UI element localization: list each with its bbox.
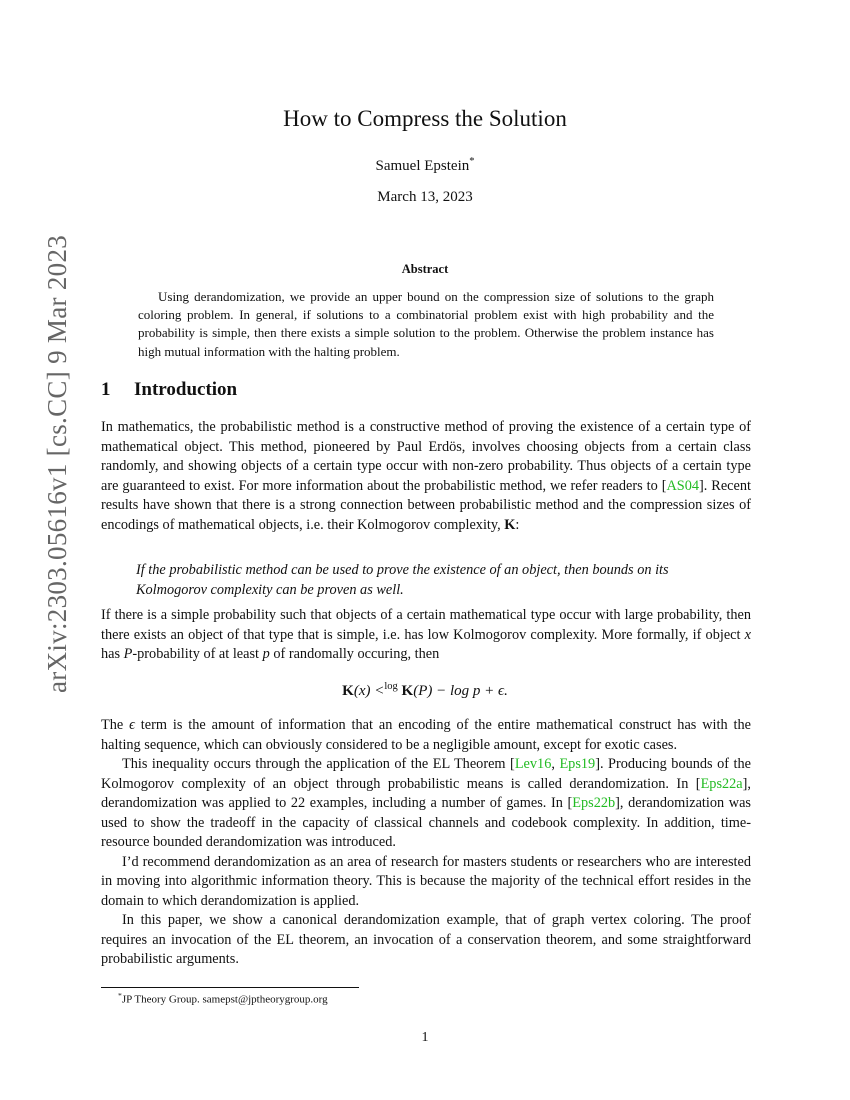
eq-log-superscript: log <box>384 681 398 692</box>
var-P: P <box>123 646 133 662</box>
para1-text-a: In mathematics, the probabilistic method is a constructive method of proving the existence of a certain type of mathematical object. This method, pioneered by Paul Erdös, involves choosing objects from a certain class randomly, and showing objects of a certain type occur with non-zero probability. Thus objects of a certain type are guaranteed to exist. For more information about the probabilistic method, we refer readers to [ <box>101 419 751 494</box>
author-name: Samuel Epstein <box>375 158 470 174</box>
var-epsilon: ϵ <box>129 717 135 733</box>
eq-k1: K <box>342 683 354 699</box>
arxiv-identifier: arXiv:2303.05616v1 [cs.CC] 9 Mar 2023 <box>42 234 72 693</box>
abstract-text: Using derandomization, we provide an upper bound on the compression size of solutions to the graph coloring problem. In general, if solutions to a combinatorial problem exist with high probability and the probability is simple, then there exists a simple solution to the problem. Otherwise the problem instance has high mutual information with the halting problem. <box>138 289 714 359</box>
para3-text-b: term is the amount of information that an encoding of the entire mathematical construct has with the halting sequence, which can obviously considered to be a negligible amount, except for exotic cases. <box>101 717 751 753</box>
citation-eps19[interactable]: Eps19 <box>559 756 596 772</box>
para2-text-d: of randomally occuring, then <box>269 646 440 662</box>
citation-eps22b[interactable]: Eps22b <box>572 795 616 811</box>
citation-lev16[interactable]: Lev16 <box>514 756 552 772</box>
kolmogorov-symbol: K <box>504 516 516 533</box>
footnote-rule <box>101 987 359 988</box>
equation <box>0 681 850 700</box>
para1-text-b: ]. Recent results have shown that there is a strong connection between probabilistic method and the compression sizes of encodings of mathematical objects, i.e. their Kolmogorov complexity, <box>101 477 751 533</box>
footnote-mark: * <box>118 991 122 1000</box>
eq-k2: K <box>397 683 414 699</box>
para2-text-c: -probability of at least <box>132 646 263 662</box>
para2-text-b: has <box>101 646 124 662</box>
var-p: p <box>262 646 270 662</box>
paper-title: How to Compress the Solution <box>283 106 567 131</box>
paragraph-4 <box>101 755 751 853</box>
paper-date: March 13, 2023 <box>377 189 473 205</box>
quote-block: If the probabilistic method can be used to prove the existence of an object, then bounds on its Kolmogorov complexity can be proven as well. <box>136 562 669 598</box>
section-heading <box>101 379 237 401</box>
citation-as04[interactable]: AS04 <box>666 477 700 494</box>
para4-text-a: This inequality occurs through the application of the EL Theorem [ <box>122 756 515 772</box>
paragraph-3 <box>101 716 751 970</box>
author-line <box>0 156 850 175</box>
paragraph-1 <box>101 418 751 535</box>
footnote-text: JP Theory Group. samepst@jptheorygroup.org <box>121 993 328 1006</box>
eq-arg1: (x) < <box>353 683 385 699</box>
citation-eps22a[interactable]: Eps22a <box>700 775 743 792</box>
page-number: 1 <box>421 1030 429 1045</box>
paragraph-5: I’d recommend derandomization as an area of research for masters students or researchers who are interested in moving into algorithmic information theory. This is because the majority of the technical effort resides in the domain to which derandomization is applied. <box>101 853 751 909</box>
abstract-heading: Abstract <box>401 262 449 276</box>
var-x: x <box>744 626 751 643</box>
para4-text-b: ]. Producing bounds of the Kolmogorov complexity of an object through probabilistic means is called derandomization. In [ <box>101 756 751 792</box>
paragraph-2 <box>101 606 751 665</box>
paragraph-6: In this paper, we show a canonical derandomization example, that of graph vertex coloring. The proof requires an invocation of the EL theorem, an invocation of a conservation theorem, and some straightforward probabilistic arguments. <box>101 912 751 967</box>
footnote <box>118 991 328 1006</box>
section-number: 1 <box>101 379 111 400</box>
para2-text-a: If there is a simple probability such that objects of a certain mathematical type occur with large probability, then there exists an object of that type that is simple, i.e. has low Kolmogorov complexity. More formally, if object <box>101 607 751 643</box>
para3-text-a: The <box>101 717 130 733</box>
para1-text-c: : <box>515 516 520 533</box>
para4-text-d: ], derandomization was used to show the tradeoff in the capacity of classical channels and codebook complexity. In addition, time-resource bounded derandomization was introduced. <box>101 795 751 850</box>
section-title: Introduction <box>134 379 238 400</box>
para4-sep: , <box>551 756 560 772</box>
author-footnote-mark: * <box>469 156 475 167</box>
eq-arg2: (P) − log p + ϵ. <box>413 683 508 699</box>
para4-text-c: ], derandomization was applied to 22 examples, including a number of games. In [ <box>101 775 751 811</box>
